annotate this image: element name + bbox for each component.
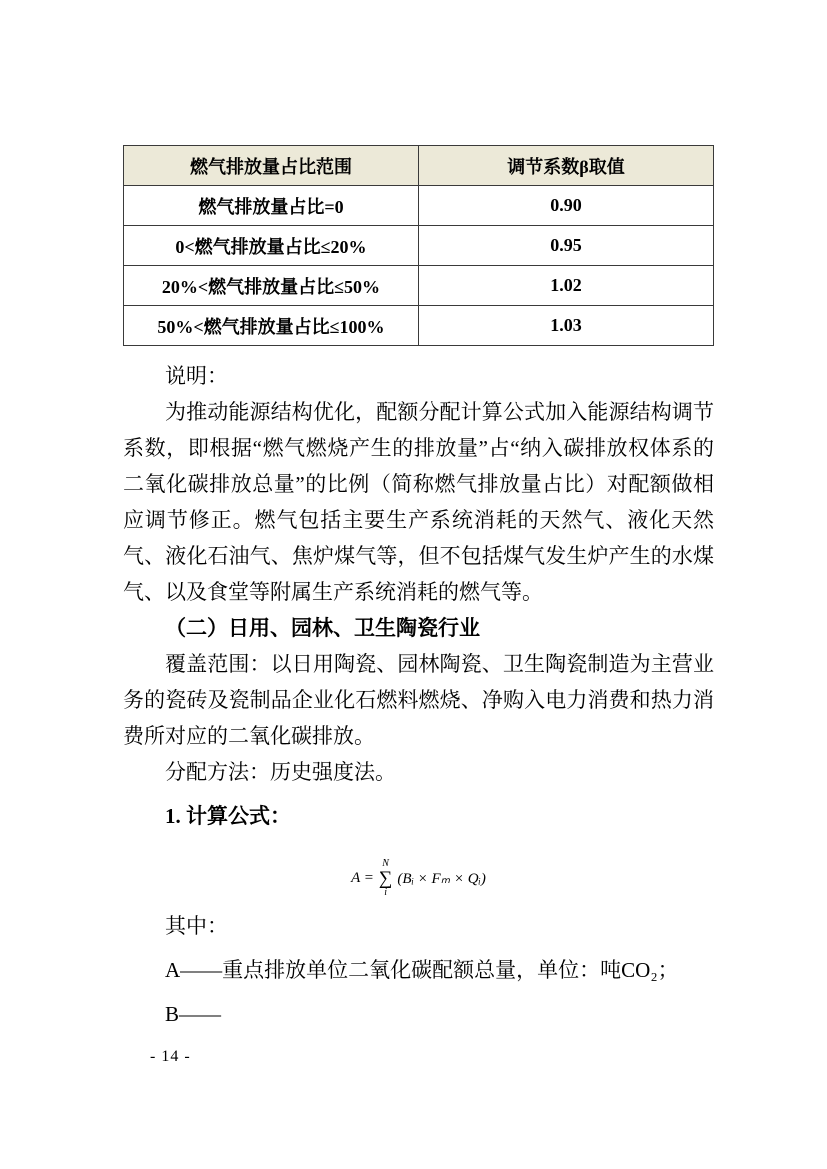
table-cell-value: 1.03 [419,306,714,346]
paragraph-explanation: 为推动能源结构优化，配额分配计算公式加入能源结构调节系数，即根据“燃气燃烧产生的排放量”占“纳入碳排放权体系的二氧化碳排放总量”的比例（简称燃气排放量占比）对配额做相应调节修正。燃气包括主要生产系统消耗的天然气、液化天然气、液化石油气、焦炉煤气等，但不包括煤气发生炉产生的水煤气、以及食堂等附属生产系统消耗的燃气等。 [123,400,714,604]
definition-a: A——重点排放单位二氧化碳配额总量，单位：吨CO₂； [165,958,679,982]
note-label: 说明： [165,364,228,388]
definition-b: B—— [165,1002,222,1026]
table-row [124,306,714,346]
table-row [124,266,714,306]
document-content [123,145,714,1036]
where-label: 其中： [165,914,228,938]
table-cell-range: 燃气排放量占比=0 [124,186,419,226]
table-cell-value: 0.95 [419,226,714,266]
table-row [124,186,714,226]
sigma-glyph: ∑ [378,867,393,889]
sigma-lower-limit: i [384,886,388,898]
gas-emission-adjustment-table [123,145,714,346]
table-header-ratio-range: 燃气排放量占比范围 [124,146,419,186]
allocation-formula [123,852,714,904]
section-heading-ceramics: （二）日用、园林、卫生陶瓷行业 [165,616,480,640]
sigma-upper-limit: N [382,857,389,869]
page-number: - 14 - [150,1048,191,1065]
table-cell-range: 0<燃气排放量占比≤20% [124,226,419,266]
table-row [124,226,714,266]
table-cell-range: 20%<燃气排放量占比≤50% [124,266,419,306]
paragraph-coverage: 覆盖范围：以日用陶瓷、园林陶瓷、卫生陶瓷制造为主营业务的瓷砖及瓷制品企业化石燃料燃烧、净购入电力消费和热力消费所对应的二氧化碳排放。 [123,652,714,748]
table-header-beta-value: 调节系数β取值 [419,146,714,186]
sigma-symbol [379,859,393,898]
formula-body: (Bᵢ × Fₘ × Qᵢ) [397,870,486,887]
formula-heading: 1. 计算公式： [165,804,291,828]
formula-lhs: A = [351,869,374,886]
table-cell-value: 1.02 [419,266,714,306]
paragraph-method: 分配方法：历史强度法。 [165,760,396,784]
table-cell-range: 50%<燃气排放量占比≤100% [124,306,419,346]
table-header-row [124,146,714,186]
table-cell-value: 0.90 [419,186,714,226]
